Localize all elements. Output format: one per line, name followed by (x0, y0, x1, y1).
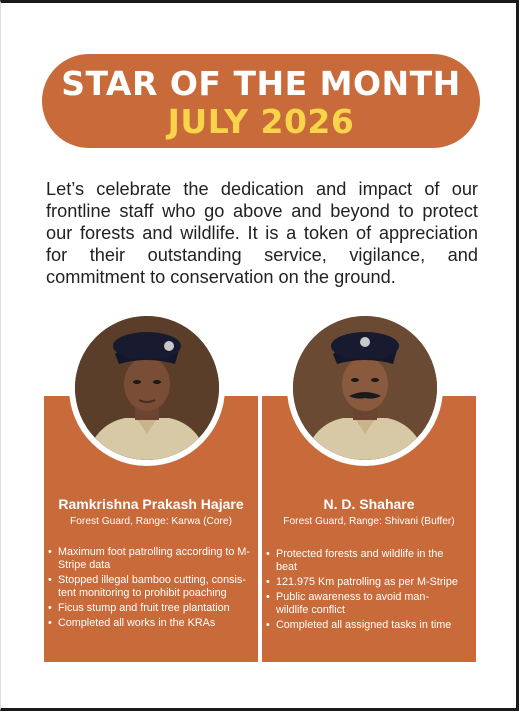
list-item: • Stopped illegal bamboo cutting, consis- tent monitoring to prohibit poaching (48, 574, 254, 600)
staff-photo-right (287, 310, 443, 466)
list-item: • Maximum foot patrolling according to M-Stripe data (48, 546, 254, 572)
staff-role: Forest Guard, Range: Shivani (Buffer) (283, 516, 455, 527)
achievement-list (266, 548, 476, 634)
staff-photo-left (69, 310, 225, 466)
portrait-image (75, 316, 219, 460)
list-item: • Public awareness to avoid man-wildlife conflict (266, 591, 446, 617)
page-title: STAR OF THE MONTH (61, 64, 461, 103)
month-title: JULY 2026 (167, 102, 355, 141)
staff-role: Forest Guard, Range: Karwa (Core) (70, 516, 232, 527)
portrait-image (293, 316, 437, 460)
list-item: • 121.975 Km patrolling as per M-Stripe (266, 576, 476, 589)
list-item: • Completed all works in the KRAs (48, 617, 254, 630)
staff-name: N. D. Shahare (323, 496, 415, 512)
intro-paragraph: Let’s celebrate the dedication and impact of our frontline staff who go above and beyond to protect our forests and wildlife. It is a token of appreciation for their outstanding service, vigilance, and commitment to conservation on the ground. (46, 179, 478, 287)
list-item: • Protected forests and wildlife in the beat (266, 548, 456, 574)
achievement-list (48, 546, 254, 632)
list-item: • Completed all assigned tasks in time (266, 619, 476, 632)
list-item: • Ficus stump and fruit tree plantation (48, 602, 254, 615)
staff-name: Ramkrishna Prakash Hajare (58, 496, 244, 512)
title-banner (42, 54, 480, 148)
